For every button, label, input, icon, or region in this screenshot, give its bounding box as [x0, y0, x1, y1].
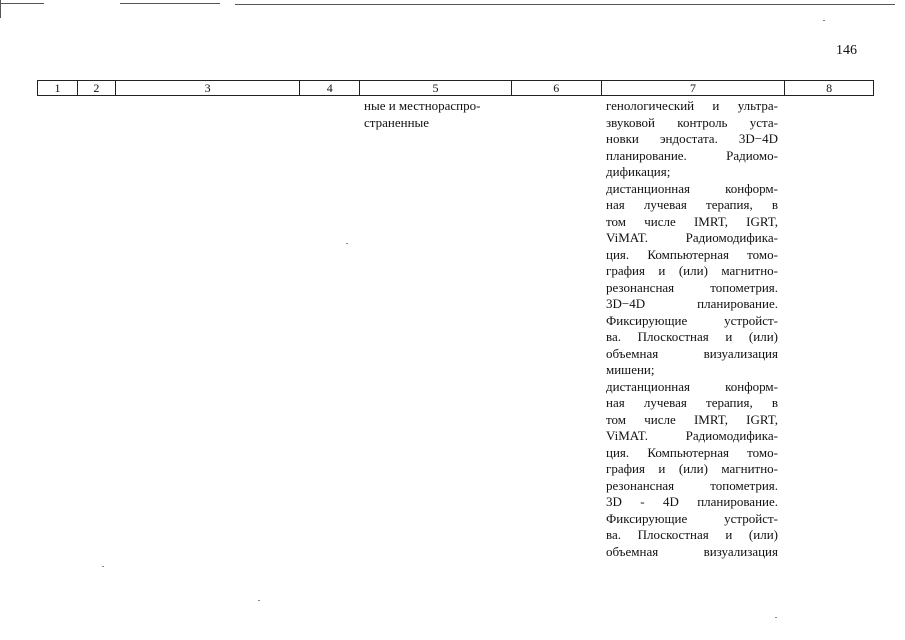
column-number-1: 1: [38, 81, 78, 95]
text-line: ва. Плоскостная и (или): [606, 329, 778, 344]
scan-artifact-line: [120, 3, 220, 4]
text-line: дистанционная конформ-: [606, 378, 778, 394]
text-line: генологический и ультра-: [606, 98, 778, 113]
column-7-cell-text: [606, 98, 778, 560]
text-line: планирование. Радиомо-: [606, 147, 778, 163]
scan-artifact-line: [0, 3, 44, 4]
column-number-7: 7: [602, 81, 786, 95]
text-line: ция. Компьютерная томо-: [606, 246, 778, 262]
page-number: 146: [836, 43, 857, 58]
column-number-2: 2: [78, 81, 116, 95]
text-line: Фиксирующие устройст-: [606, 312, 778, 328]
text-line: графия и (или) магнитно-: [606, 263, 778, 278]
scan-speck: [346, 243, 348, 244]
text-line: новки эндостата. 3D−4D: [606, 131, 778, 146]
scan-speck: [775, 617, 777, 618]
text-line: Фиксирующие устройст-: [606, 510, 778, 526]
text-line: ва. Плоскостная и (или): [606, 527, 778, 542]
scan-artifact-line: [235, 4, 895, 5]
text-line: резонансная топометрия.: [606, 477, 778, 493]
text-line: 3D−4D планирование.: [606, 296, 778, 311]
text-line: ция. Компьютерная томо-: [606, 444, 778, 460]
text-line: объемная визуализация: [606, 345, 778, 361]
scan-artifact-line: [0, 0, 1, 18]
column-number-6: 6: [512, 81, 602, 95]
table-header-row: [37, 80, 874, 96]
scan-speck: [823, 20, 825, 21]
column-5-cell-text: [364, 98, 504, 131]
text-line: ные и местнораспро-: [364, 98, 481, 113]
text-line: графия и (или) магнитно-: [606, 461, 778, 476]
text-line: ViMAT. Радиомодифика-: [606, 230, 778, 245]
column-number-3: 3: [116, 81, 301, 95]
column-number-8: 8: [826, 81, 833, 95]
text-line: 3D - 4D планирование.: [606, 494, 778, 509]
column-number-4: 4: [300, 81, 360, 95]
text-line: мишени;: [606, 362, 655, 377]
text-line: том числе IMRT, IGRT,: [606, 411, 778, 427]
text-line: резонансная топометрия.: [606, 279, 778, 295]
text-line: объемная визуализация: [606, 543, 778, 559]
text-line: страненные: [364, 114, 430, 130]
text-line: ная лучевая терапия, в: [606, 197, 778, 212]
text-line: дистанционная конформ-: [606, 180, 778, 196]
text-line: ViMAT. Радиомодифика-: [606, 428, 778, 443]
text-line: дификация;: [606, 164, 671, 179]
text-line: ная лучевая терапия, в: [606, 395, 778, 410]
column-number-5: 5: [360, 81, 512, 95]
scan-speck: [102, 566, 104, 567]
text-line: том числе IMRT, IGRT,: [606, 213, 778, 229]
text-line: звуковой контроль уста-: [606, 114, 778, 130]
scan-speck: [258, 600, 260, 601]
